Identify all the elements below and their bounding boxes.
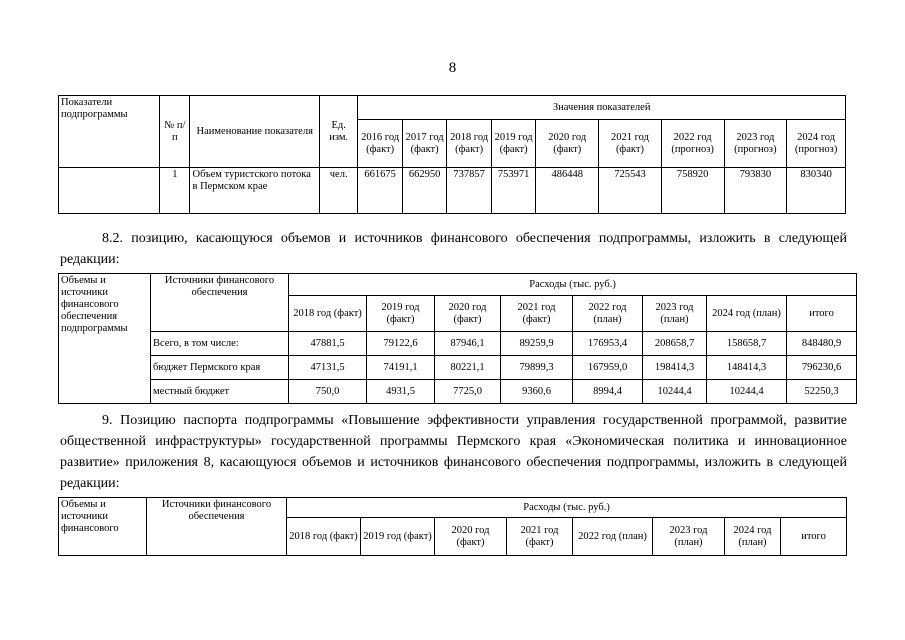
value-cell: 4931,5 [367,380,435,404]
header-sources: Источники финансового обеспечения [147,498,287,556]
header-expenses: Расходы (тыс. руб.) [289,274,857,296]
row-name: Объем туристского потока в Пермском крае [190,168,319,214]
year-header: 2022 год (план) [573,518,653,556]
value-cell: 47881,5 [289,332,367,356]
value-cell: 148414,3 [707,356,787,380]
value-cell: 796230,6 [787,356,857,380]
year-header: 2023 год (план) [643,296,707,332]
value-cell: 10244,4 [707,380,787,404]
row-unit: чел. [319,168,357,214]
year-header: 2024 год (план) [725,518,781,556]
header-name: Наименование показателя [190,96,319,168]
value-cell: 758920 [661,168,724,214]
value-cell: 793830 [724,168,787,214]
value-cell: 208658,7 [643,332,707,356]
value-cell: 830340 [787,168,846,214]
year-header: 2021 год (факт) [507,518,573,556]
year-header: итого [787,296,857,332]
value-cell: 52250,3 [787,380,857,404]
year-header: 2023 год (прогноз) [724,120,787,168]
paragraph-8-2 [60,228,847,270]
value-cell: 79122,6 [367,332,435,356]
table-row [59,332,857,356]
value-cell: 662950 [402,168,447,214]
value-cell: 158658,7 [707,332,787,356]
header-expenses: Расходы (тыс. руб.) [287,498,847,518]
value-cell: 10244,4 [643,380,707,404]
year-header: 2021 год (факт) [599,120,662,168]
financing-table [58,273,857,404]
paragraph-9 [60,410,847,494]
table-row [59,380,857,404]
value-cell: 80221,1 [435,356,501,380]
year-header: 2022 год (план) [573,296,643,332]
value-cell: 7725,0 [435,380,501,404]
indicators-table [58,95,846,214]
header-indicators: Показатели подпрограммы [59,96,160,168]
year-header: 2018 год (факт) [447,120,492,168]
value-cell: 9360,6 [501,380,573,404]
header-volumes: Объемы и источники финансового [59,498,147,556]
year-header: 2023 год (план) [653,518,725,556]
row-label: бюджет Пермского края [151,356,289,380]
value-cell: 753971 [491,168,536,214]
header-sources: Источники финансового обеспечения [151,274,289,332]
value-cell: 737857 [447,168,492,214]
value-cell: 198414,3 [643,356,707,380]
year-header: итого [781,518,847,556]
year-header: 2016 год (факт) [358,120,403,168]
year-header: 2017 год (факт) [402,120,447,168]
value-cell: 87946,1 [435,332,501,356]
header-unit: Ед. изм. [319,96,357,168]
year-header: 2019 год (факт) [491,120,536,168]
header-values: Значения показателей [358,96,846,120]
paragraph-text: 9. Позицию паспорта подпрограммы «Повышение эффективности управления государственной программой, развитие общественной инфраструктуры» государственной программы Пермского края «Экономическая политика и инновационное развитие» приложения 8, касающуюся объемов и источников финансового обеспечения подпрограммы, изложить в следующей редакции: [60,413,847,491]
value-cell: 47131,5 [289,356,367,380]
year-header: 2018 год (факт) [287,518,361,556]
value-cell: 750,0 [289,380,367,404]
year-header: 2019 год (факт) [361,518,435,556]
year-header: 2018 год (факт) [289,296,367,332]
year-header: 2019 год (факт) [367,296,435,332]
value-cell: 848480,9 [787,332,857,356]
value-cell: 8994,4 [573,380,643,404]
table-row [59,168,846,214]
page-number: 8 [448,60,457,76]
paragraph-text: 8.2. позицию, касающуюся объемов и источников финансового обеспечения подпрограммы, изложить в следующей редакции: [60,231,847,267]
year-header: 2024 год (план) [707,296,787,332]
header-volumes: Объемы и источники финансового обеспечения подпрограммы [59,274,151,404]
row-label: Всего, в том числе: [151,332,289,356]
row-label: местный бюджет [151,380,289,404]
value-cell: 661675 [358,168,403,214]
header-no: № п/п [160,96,190,168]
year-header: 2024 год (прогноз) [787,120,846,168]
value-cell: 89259,9 [501,332,573,356]
value-cell: 79899,3 [501,356,573,380]
row-no: 1 [160,168,190,214]
year-header: 2022 год (прогноз) [661,120,724,168]
year-header: 2021 год (факт) [501,296,573,332]
value-cell: 74191,1 [367,356,435,380]
value-cell: 725543 [599,168,662,214]
value-cell: 176953,4 [573,332,643,356]
value-cell: 167959,0 [573,356,643,380]
year-header: 2020 год (факт) [435,518,507,556]
table-row [59,356,857,380]
year-header: 2020 год (факт) [435,296,501,332]
value-cell: 486448 [536,168,599,214]
financing-table-2 [58,497,847,556]
year-header: 2020 год (факт) [536,120,599,168]
empty-cell [59,168,160,214]
